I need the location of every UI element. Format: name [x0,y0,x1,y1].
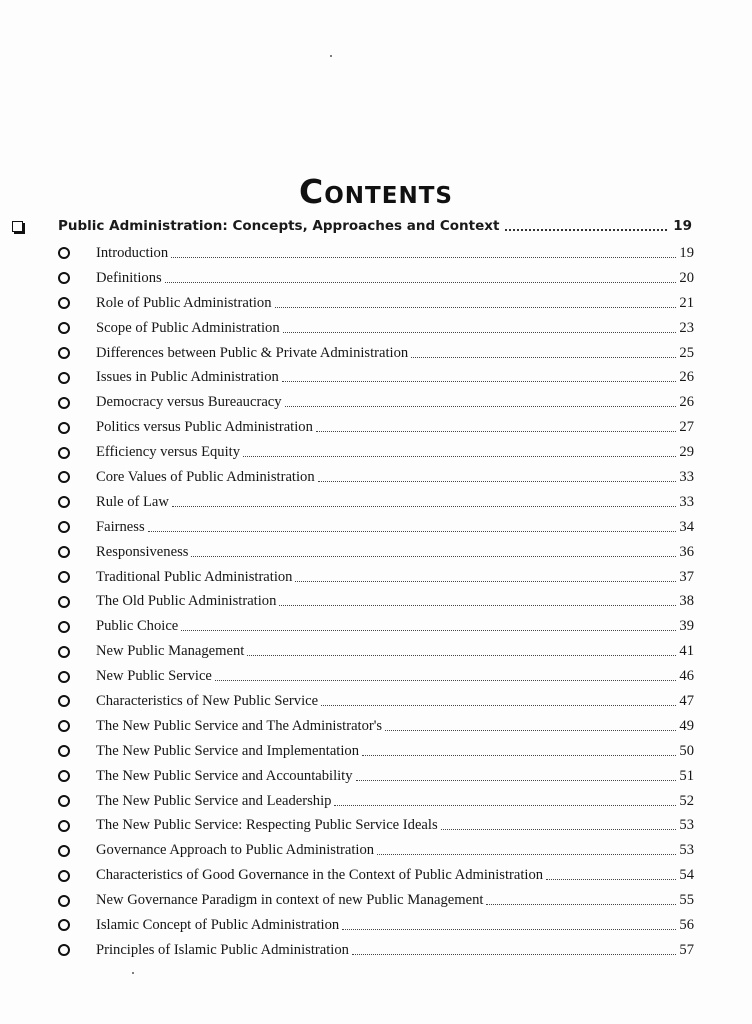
toc-entry-page-number: 39 [679,618,694,635]
toc-entry-label: Scope of Public Administration [96,319,280,336]
toc-section-row[interactable] [12,214,692,238]
circle-bullet-icon [58,546,70,558]
circle-bullet-icon [58,447,70,459]
toc-entry[interactable] [58,614,694,639]
toc-entry-label: The Old Public Administration [96,593,277,610]
dot-leader [165,282,677,283]
toc-entry[interactable] [58,490,694,515]
toc-entry-page-number: 23 [679,319,694,336]
toc-entry-page-number: 57 [679,941,694,958]
toc-entry[interactable] [58,639,694,664]
dot-leader [285,406,677,407]
toc-entry-label: Principles of Islamic Public Administration [96,941,349,958]
toc-entry-label: Core Values of Public Administration [96,468,315,485]
toc-entry-page-number: 38 [679,593,694,610]
toc-entry-label: Efficiency versus Equity [96,444,241,461]
circle-bullet-icon [58,671,70,683]
toc-entry[interactable] [58,863,694,888]
toc-entry[interactable] [58,565,694,590]
toc-entry[interactable] [58,938,694,963]
toc-entry-page-number: 55 [679,892,694,909]
toc-entry[interactable] [58,390,694,415]
dot-leader [356,780,677,781]
toc-entry[interactable] [58,440,694,465]
toc-entry-page-number: 51 [679,767,694,784]
toc-entry[interactable] [58,664,694,689]
toc-entry[interactable] [58,888,694,913]
toc-entry[interactable] [58,316,694,341]
circle-bullet-icon [58,272,70,284]
toc-entry[interactable] [58,739,694,764]
toc-entry-label: Fairness [96,518,145,535]
toc-entry[interactable] [58,465,694,490]
page-title: Contents [299,172,453,212]
dot-leader [362,755,676,756]
circle-bullet-icon [58,397,70,409]
toc-entry-label: New Governance Paradigm in context of new Public Management [96,892,484,909]
toc-entry-page-number: 41 [679,643,694,660]
circle-bullet-icon [58,820,70,832]
circle-bullet-icon [58,870,70,882]
toc-entry-label: Differences between Public & Private Administration [96,344,409,361]
circle-bullet-icon [58,496,70,508]
toc-entry[interactable] [58,913,694,938]
toc-entry-page-number: 19 [679,244,694,261]
toc-entry-label: Democracy versus Bureaucracy [96,394,282,411]
toc-entry-page-number: 47 [679,692,694,709]
toc-entry-label: The New Public Service: Respecting Public Service Ideals [96,817,438,834]
toc-entry[interactable] [58,540,694,565]
toc-entry-page-number: 56 [679,916,694,933]
circle-bullet-icon [58,944,70,956]
dot-leader [334,805,676,806]
dot-leader [215,680,676,681]
section-page-number: 19 [673,218,692,234]
circle-bullet-icon [58,646,70,658]
dot-leader [172,506,676,507]
dot-leader [385,730,676,731]
dot-leader [275,307,677,308]
dot-leader [171,257,676,258]
toc-entry-page-number: 37 [679,568,694,585]
toc-entry-label: Islamic Concept of Public Administration [96,916,340,933]
toc-entry-list [58,241,694,963]
toc-entry-page-number: 25 [679,344,694,361]
toc-entry-label: Traditional Public Administration [96,568,293,585]
toc-entry-label: Definitions [96,269,162,286]
dot-leader [505,229,667,231]
circle-bullet-icon [58,347,70,359]
toc-entry-label: Characteristics of Good Governance in the Context of Public Administration [96,867,544,884]
toc-entry[interactable] [58,589,694,614]
toc-entry-label: Introduction [96,244,169,261]
square-bullet-icon [12,221,23,232]
toc-entry[interactable] [58,415,694,440]
toc-entry-page-number: 20 [679,269,694,286]
toc-entry-label: Responsiveness [96,543,189,560]
dot-leader [321,705,676,706]
circle-bullet-icon [58,297,70,309]
toc-entry-page-number: 33 [679,468,694,485]
circle-bullet-icon [58,845,70,857]
dot-leader [181,630,676,631]
toc-entry[interactable] [58,241,694,266]
toc-entry-label: New Public Management [96,643,245,660]
toc-entry-page-number: 27 [679,419,694,436]
toc-entry[interactable] [58,689,694,714]
dot-leader [441,829,677,830]
circle-bullet-icon [58,795,70,807]
toc-entry-label: New Public Service [96,668,212,685]
toc-entry-label: The New Public Service and Accountability [96,767,353,784]
circle-bullet-icon [58,521,70,533]
circle-bullet-icon [58,745,70,757]
scan-speck [330,55,332,57]
toc-entry-page-number: 36 [679,543,694,560]
toc-entry-page-number: 26 [679,394,694,411]
toc-entry-label: The New Public Service and Implementation [96,742,360,759]
toc-entry-page-number: 29 [679,444,694,461]
circle-bullet-icon [58,695,70,707]
dot-leader [411,357,676,358]
dot-leader [318,481,677,482]
circle-bullet-icon [58,247,70,259]
circle-bullet-icon [58,919,70,931]
toc-entry-page-number: 53 [679,817,694,834]
toc-entry-page-number: 50 [679,742,694,759]
toc-entry-label: Politics versus Public Administration [96,419,313,436]
toc-entry-page-number: 46 [679,668,694,685]
toc-entry[interactable] [58,341,694,366]
toc-entry-page-number: 34 [679,518,694,535]
toc-entry-label: Governance Approach to Public Administration [96,842,375,859]
toc-entry[interactable] [58,515,694,540]
circle-bullet-icon [58,596,70,608]
dot-leader [377,854,676,855]
dot-leader [243,456,676,457]
toc-entry-label: Characteristics of New Public Service [96,692,319,709]
circle-bullet-icon [58,322,70,334]
dot-leader [279,605,676,606]
toc-entry[interactable] [58,291,694,316]
toc-entry-page-number: 49 [679,717,694,734]
toc-entry[interactable] [58,813,694,838]
toc-entry-page-number: 26 [679,369,694,386]
dot-leader [486,904,676,905]
toc-entry-label: Role of Public Administration [96,294,272,311]
circle-bullet-icon [58,770,70,782]
toc-entry[interactable] [58,764,694,789]
toc-entry-page-number: 21 [679,294,694,311]
toc-entry-page-number: 33 [679,493,694,510]
circle-bullet-icon [58,621,70,633]
toc-entry-label: Public Choice [96,618,179,635]
circle-bullet-icon [58,720,70,732]
dot-leader [546,879,676,880]
toc-entry[interactable] [58,266,694,291]
dot-leader [295,581,676,582]
dot-leader [342,929,676,930]
dot-leader [247,655,676,656]
toc-entry-page-number: 54 [679,867,694,884]
dot-leader [148,531,677,532]
circle-bullet-icon [58,471,70,483]
toc-entry[interactable] [58,789,694,814]
toc-entry-page-number: 52 [679,792,694,809]
toc-entry-label: The New Public Service and The Administrator's [96,717,383,734]
scan-speck [132,972,134,974]
toc-entry-label: Rule of Law [96,493,169,510]
circle-bullet-icon [58,422,70,434]
toc-entry-label: Issues in Public Administration [96,369,279,386]
circle-bullet-icon [58,895,70,907]
section-label: Public Administration: Concepts, Approaches and Context [58,218,500,234]
dot-leader [283,332,677,333]
dot-leader [282,381,677,382]
dot-leader [316,431,677,432]
dot-leader [352,954,676,955]
toc-entry[interactable] [58,365,694,390]
circle-bullet-icon [58,372,70,384]
circle-bullet-icon [58,571,70,583]
dot-leader [191,556,676,557]
toc-entry[interactable] [58,714,694,739]
toc-entry-label: The New Public Service and Leadership [96,792,332,809]
toc-entry[interactable] [58,838,694,863]
toc-entry-page-number: 53 [679,842,694,859]
